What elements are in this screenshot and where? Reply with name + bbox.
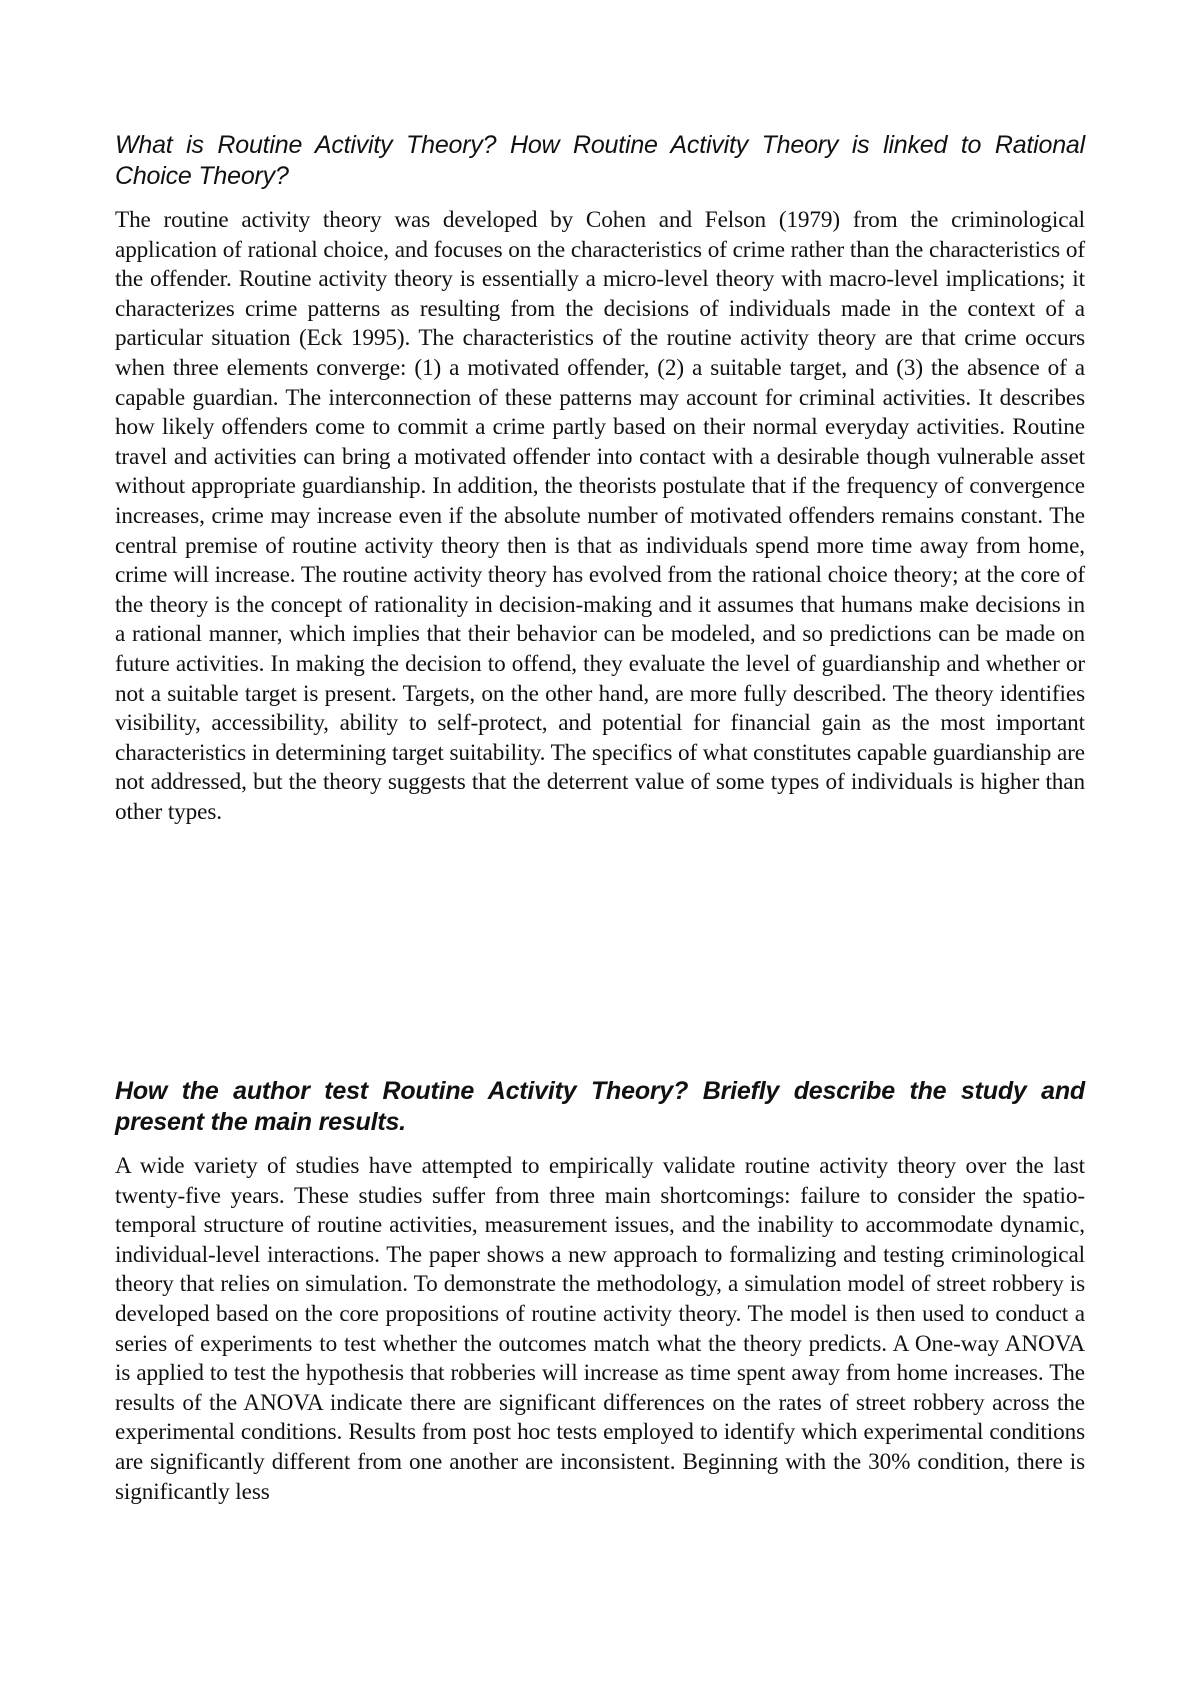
section-author-test [115, 1076, 1085, 1507]
section-heading: How the author test Routine Activity Theory? Briefly describe the study and present the main results. [115, 1077, 1085, 1136]
section-heading: What is Routine Activity Theory? How Routine Activity Theory is linked to Rational Choice Theory? [115, 131, 1085, 190]
section-body: The routine activity theory was developed by Cohen and Felson (1979) from the criminological application of rational choice, and focuses on the characteristics of crime rather than the characteristics of the offender. Routine activity theory is essentially a micro-level theory with macro-level implications; it characterizes crime patterns as resulting from the decisions of individuals made in the context of a particular situation (Eck 1995). The characteristics of the routine activity theory are that crime occurs when three elements converge: (1) a motivated offender, (2) a suitable target, and (3) the absence of a capable guardian. The interconnection of these patterns may account for criminal activities. It describes how likely offenders come to commit a crime partly based on their normal everyday activities. Routine travel and activities can bring a motivated offender into contact with a desirable though vulnerable asset without appropriate guardianship. In addition, the theorists postulate that if the frequency of convergence increases, crime may increase even if the absolute number of motivated offenders remains constant. The central premise of routine activity theory then is that as individuals spend more time away from home, crime will increase. The routine activity theory has evolved from the rational choice theory; at the core of the theory is the concept of rationality in decision-making and it assumes that humans make decisions in a rational manner, which implies that their behavior can be modeled, and so predictions can be made on future activities. In making the decision to offend, they evaluate the level of guardianship and whether or not a suitable target is present. Targets, on the other hand, are more fully described. The theory identifies visibility, accessibility, ability to self-protect, and potential for financial gain as the most important characteristics in determining target suitability. The specifics of what constitutes capable guardianship are not addressed, but the theory suggests that the deterrent value of some types of individuals is higher than other types. [115, 207, 1085, 825]
section-routine-activity-theory [115, 130, 1085, 827]
section-body: A wide variety of studies have attempted to empirically validate routine activity theory over the last twenty-five years. These studies suffer from three main shortcomings: failure to consider the spatio-temporal structure of routine activities, measurement issues, and the inability to accommodate dynamic, individual-level interactions. The paper shows a new approach to formalizing and testing criminological theory that relies on simulation. To demonstrate the methodology, a simulation model of street robbery is developed based on the core propositions of routine activity theory. The model is then used to conduct a series of experiments to test whether the outcomes match what the theory predicts. A One-way ANOVA is applied to test the hypothesis that robberies will increase as time spent away from home increases. The results of the ANOVA indicate there are significant differences on the rates of street robbery across the experimental conditions. Results from post hoc tests employed to identify which experimental conditions are significantly different from one another are inconsistent. Beginning with the 30% condition, there is significantly less [115, 1153, 1085, 1505]
